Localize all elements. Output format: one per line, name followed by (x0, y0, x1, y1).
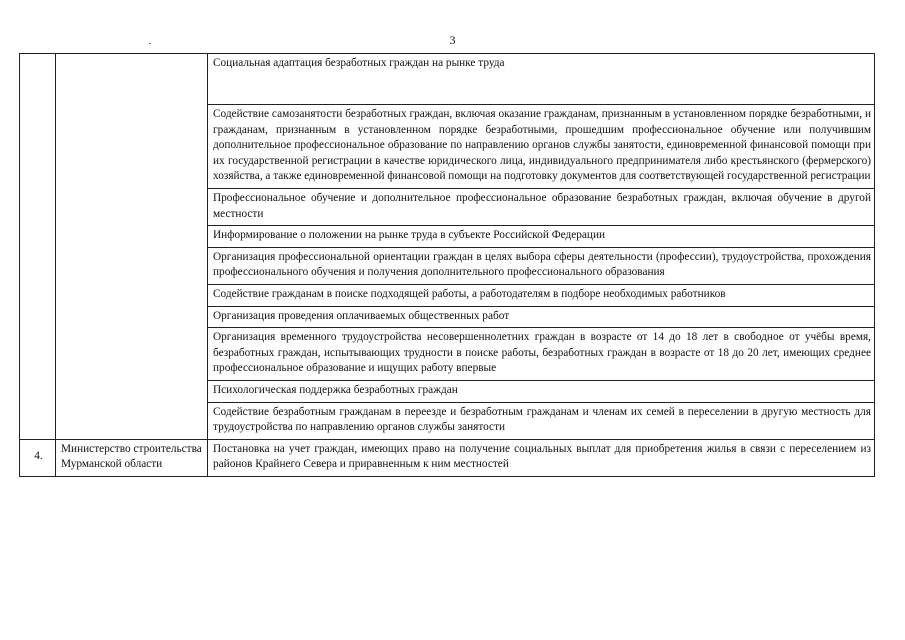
service-text: Содействие гражданам в поиске подходящей работы, а работодателям в подборе необходимых работников (213, 287, 726, 300)
service-text: Постановка на учет граждан, имеющих право на получение социальных выплат для приобретения жилья в связи с переселением из районов Крайнего Севера и приравненным к ним местностей (213, 442, 871, 471)
service-cell (208, 226, 875, 248)
service-text: Социальная адаптация безработных граждан на рынке труда (213, 57, 505, 69)
service-cell (208, 328, 875, 381)
service-text: Содействие безработным гражданам в переезде и безработным гражданам и членам их семей в переселении в другую местность для трудоустройства по направлению органов службы занятости (213, 405, 871, 434)
service-cell (208, 188, 875, 225)
service-text: Организация проведения оплачиваемых общественных работ (213, 309, 510, 322)
service-text: Профессиональное обучение и дополнительное профессиональное образование безработных граждан, включая обучение в другой местности (213, 191, 871, 220)
service-cell (208, 284, 875, 306)
row-number-cell: 4. (20, 439, 56, 476)
table-row (20, 54, 875, 105)
service-cell (208, 306, 875, 328)
service-cell (208, 380, 875, 402)
service-cell (208, 439, 875, 476)
service-text: Организация профессиональной ориентации граждан в целях выбора сферы деятельности (профессии), трудоустройства, прохождения профессионального обучения и получения дополнительного профессионального образования (213, 250, 871, 279)
row-number-cell (20, 54, 56, 440)
service-cell (208, 402, 875, 439)
services-table (19, 53, 875, 477)
organization-cell: Министерство строительства Мурманской области (56, 439, 208, 476)
service-text: Организация временного трудоустройства несовершеннолетних граждан в возрасте от 14 до 18 лет в свободное от учёбы время, безработных граждан, испытывающих трудности в поиске работы, безработных граждан в возрасте от 18 до 20 лет, имеющих среднее профессиональное образование и ищущих работу впервые (213, 331, 871, 375)
service-text: Информирование о положении на рынке труда в субъекте Российской Федерации (213, 229, 606, 242)
scan-speck (149, 43, 151, 44)
organization-cell (56, 54, 208, 440)
service-text: Содействие самозанятости безработных граждан, включая оказание гражданам, признанным в установленном порядке безработными, и гражданам, признанным в установленном порядке безработными, прошедшим профессиональное обучение или получившим дополнительное профессиональное образование по направлению органов службы занятости, единовременной финансовой помощи при их государственной регистрации в качестве юридического лица, индивидуального предпринимателя либо крестьянского (фермерского) хозяйства, а также единовременной финансовой помощи на подготовку документов для соответствующей государственной регистрации (213, 108, 871, 183)
service-cell (208, 54, 875, 105)
service-cell (208, 105, 875, 189)
service-text: Психологическая поддержка безработных граждан (213, 383, 458, 396)
page-number: 3 (449, 33, 456, 47)
table-row (20, 439, 875, 476)
service-cell (208, 247, 875, 284)
